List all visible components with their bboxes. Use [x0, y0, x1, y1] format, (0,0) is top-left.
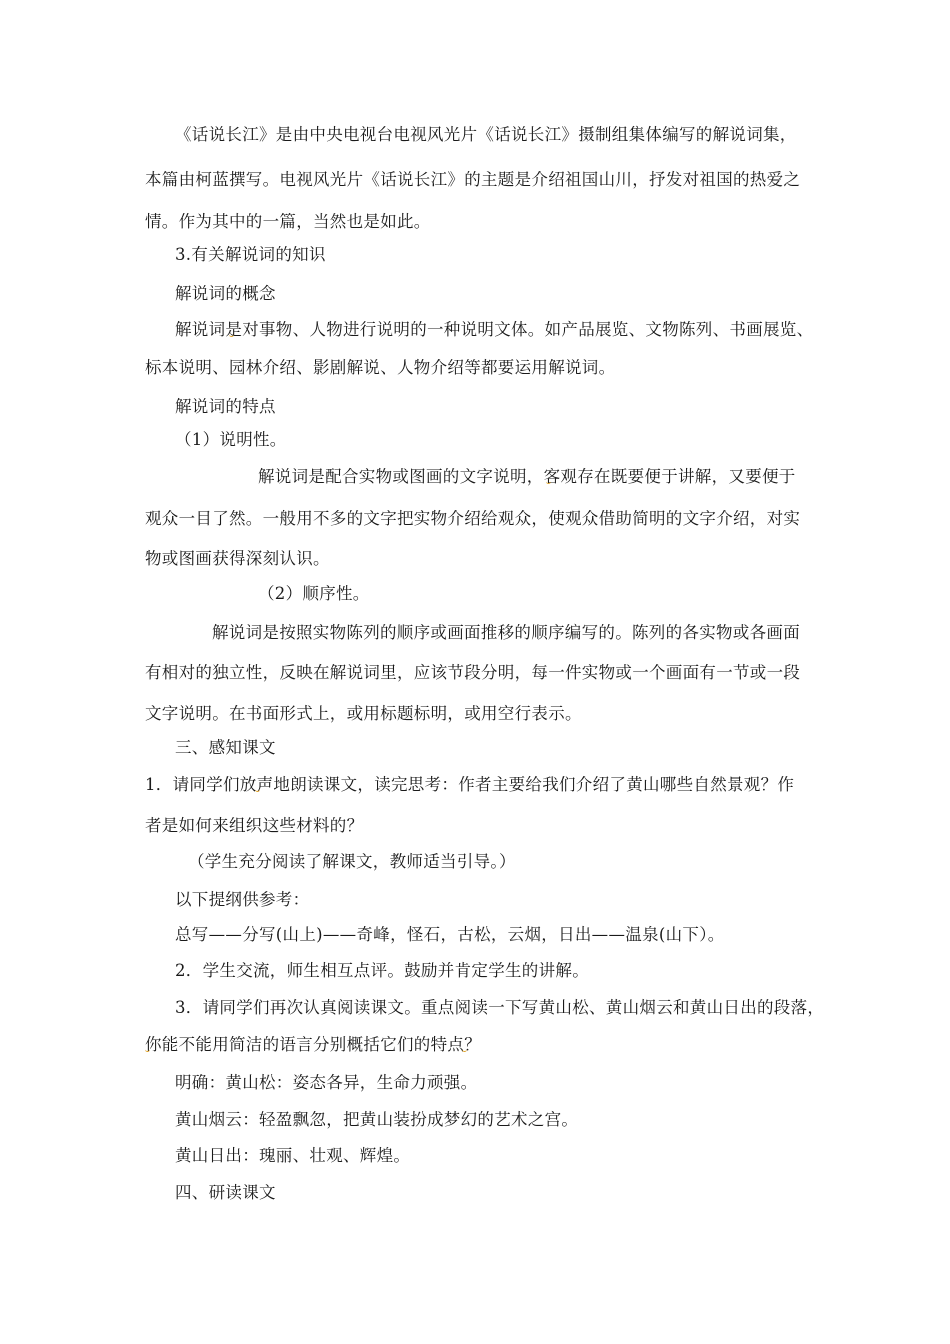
question-3-line-1: 3．请同学们再次认真阅读课文。重点阅读一下写黄山松、黄山烟云和黄山日出的段落，: [175, 998, 825, 1017]
answer-clouds: 黄山烟云：轻盈飘忽，把黄山装扮成梦幻的艺术之宫。: [175, 1110, 579, 1129]
feature-2-heading: （2）顺序性。: [258, 584, 370, 603]
feature-2-line-3: 文字说明。在书面形式上，或用标题标明，或用空行表示。: [145, 704, 582, 723]
question-3-line-2: 你能不能用简洁的语言分别概括它们的特点？: [145, 1035, 481, 1054]
outline-text: 总写——分写(山上)——奇峰，怪石，古松，云烟，日出——温泉(山下）。: [175, 925, 725, 944]
intro-line-1: 《话说长江》是由中央电视台电视风光片《话说长江》摄制组集体编写的解说词集，: [175, 125, 797, 144]
intro-line-3: 情。作为其中的一篇，当然也是如此。: [145, 212, 431, 231]
outline-heading: 以下提纲供参考：: [175, 890, 310, 909]
question-2: 2．学生交流，师生相互点评。鼓励并肯定学生的讲解。: [175, 961, 589, 980]
section-heading-3: 3.有关解说词的知识: [175, 245, 326, 264]
answer-pine: 明确：黄山松：姿态各异，生命力顽强。: [175, 1073, 478, 1092]
feature-2-line-1: 解说词是按照实物陈列的顺序或画面推移的顺序编写的。陈列的各实物或各画面: [212, 623, 800, 642]
intro-line-2: 本篇由柯蓝撰写。电视风光片《话说长江》的主题是介绍祖国山川，抒发对祖国的热爱之: [145, 170, 801, 189]
section-heading-perceive: 三、感知课文: [175, 738, 276, 757]
feature-2-line-2: 有相对的独立性，反映在解说词里，应该节段分明，每一件实物或一个画面有一节或一段: [145, 663, 801, 682]
feature-1-line-1: 解说词是配合实物或图画的文字说明，客观存在既要便于讲解，又要便于: [258, 467, 796, 486]
concept-heading: 解说词的概念: [175, 284, 276, 303]
question-1-note: （学生充分阅读了解课文，教师适当引导。）: [188, 852, 516, 871]
feature-1-line-3: 物或图画获得深刻认识。: [145, 549, 330, 568]
answer-sunrise: 黄山日出：瑰丽、壮观、辉煌。: [175, 1146, 411, 1165]
concept-line-2: 标本说明、园林介绍、影剧解说、人物介绍等都要运用解说词。: [145, 358, 616, 377]
feature-1-heading: （1）说明性。: [175, 430, 287, 449]
section-heading-study: 四、研读课文: [175, 1183, 276, 1202]
concept-line-1: 解说词是对事物、人物进行说明的一种说明文体。如产品展览、文物陈列、书画展览、: [175, 320, 814, 339]
question-1-line-1: 1．请同学们放声地朗读课文，读完思考：作者主要给我们介绍了黄山哪些自然景观？作: [145, 775, 795, 794]
question-1-line-2: 者是如何来组织这些材料的？: [145, 816, 364, 835]
features-heading: 解说词的特点: [175, 397, 276, 416]
feature-1-line-2: 观众一目了然。一般用不多的文字把实物介绍给观众，使观众借助简明的文字介绍，对实: [145, 509, 801, 528]
